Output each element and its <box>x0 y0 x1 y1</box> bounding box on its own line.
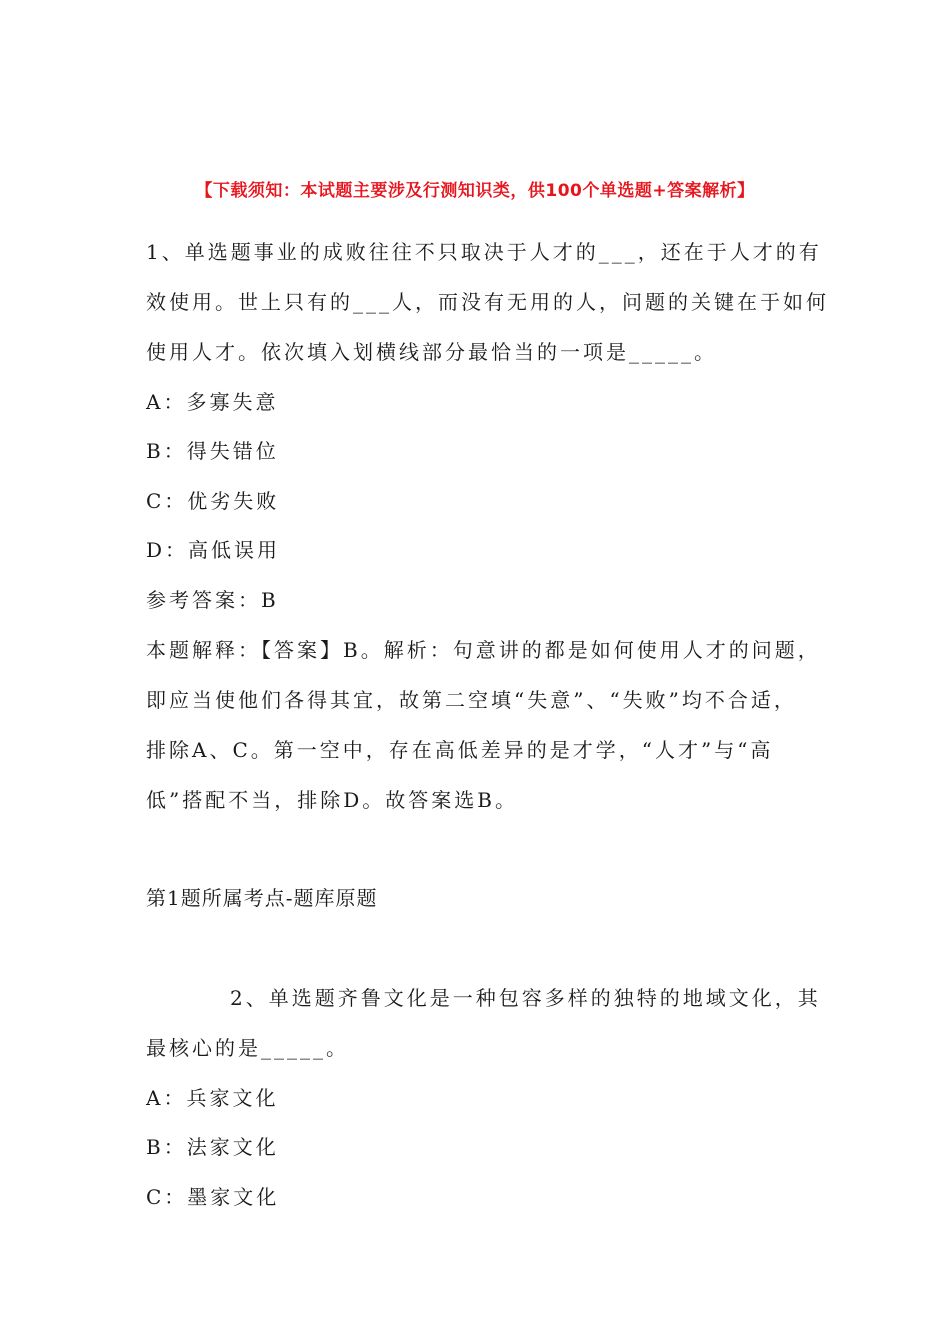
q2-option-a: A：兵家文化 <box>146 1086 279 1110</box>
q2-stem-line-1: 2、单选题齐鲁文化是一种包容多样的独特的地域文化，其 <box>230 986 821 1010</box>
q1-option-d: D：高低误用 <box>146 538 281 562</box>
q2-option-b: B：法家文化 <box>146 1135 279 1159</box>
q2-stem-line-2: 最核心的是_____。 <box>146 1036 349 1060</box>
q2-option-c: C：墨家文化 <box>146 1185 280 1209</box>
q1-stem-line-3: 使用人才。依次填入划横线部分最恰当的一项是_____。 <box>146 340 717 364</box>
q1-topic: 第1题所属考点-题库原题 <box>146 886 378 910</box>
q1-answer: 参考答案：B <box>146 588 279 612</box>
q1-explanation-line-4: 低”搭配不当，排除D。故答案选B。 <box>146 788 518 812</box>
q1-option-a: A：多寡失意 <box>146 390 279 414</box>
q1-explanation-line-1: 本题解释：【答案】B。解析：句意讲的都是如何使用人才的问题， <box>146 638 821 662</box>
q1-explanation-line-3: 排除A、C。第一空中，存在高低差异的是才学，“人才”与“高 <box>146 738 774 762</box>
q1-stem-line-2: 效使用。世上只有的___人，而没有无用的人，问题的关键在于如何 <box>146 290 829 314</box>
q1-stem-line-1: 1、单选题事业的成败往往不只取决于人才的___，还在于人才的有 <box>146 240 822 264</box>
q1-option-c: C：优劣失败 <box>146 489 280 513</box>
download-notice: 【下载须知：本试题主要涉及行测知识类，供100个单选题+答案解析】 <box>195 181 755 201</box>
q1-explanation-line-2: 即应当使他们各得其宜，故第二空填“失意”、“失败”均不合适， <box>146 688 797 712</box>
q1-option-b: B：得失错位 <box>146 439 279 463</box>
